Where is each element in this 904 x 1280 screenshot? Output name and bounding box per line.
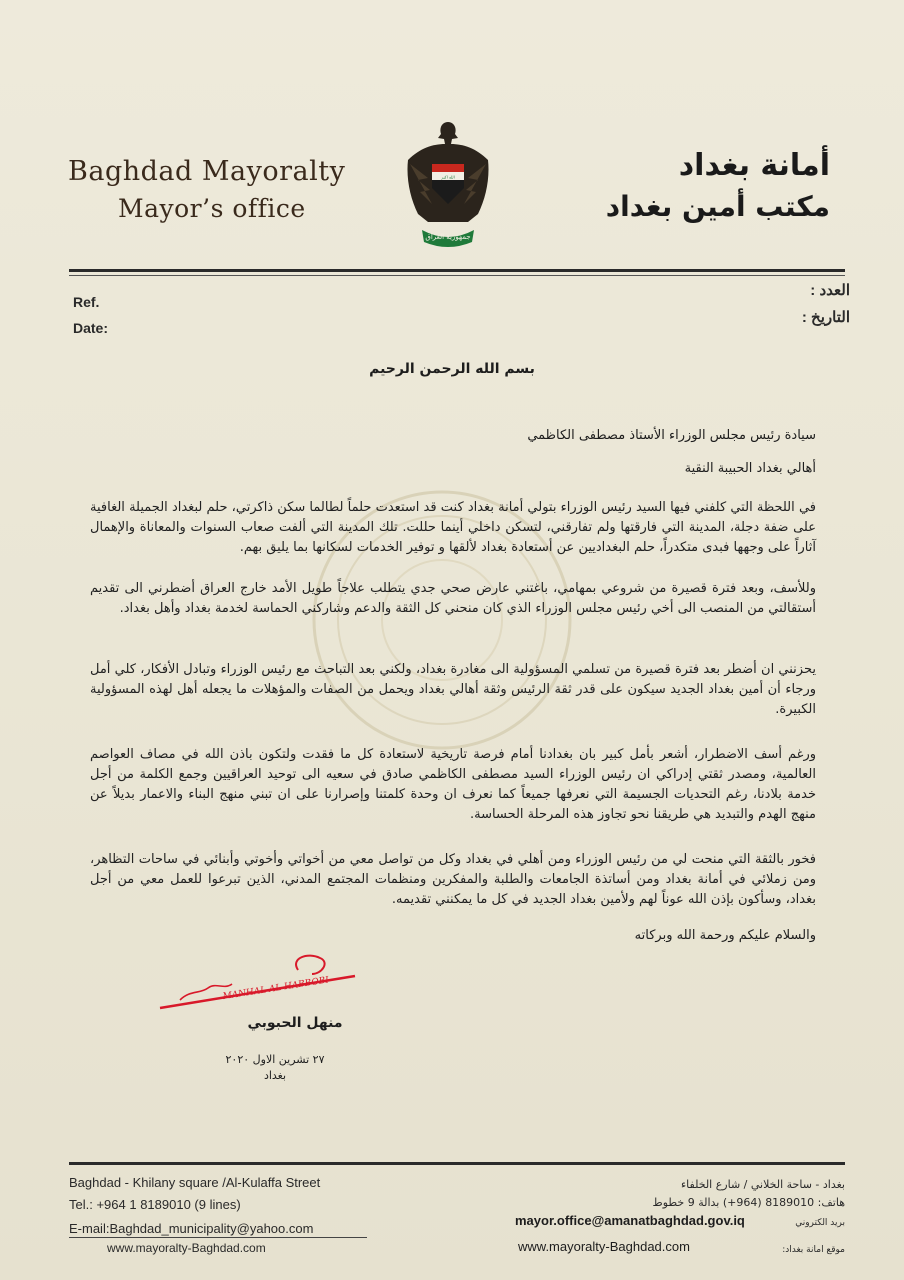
addressee: سيادة رئيس مجلس الوزراء الأستاذ مصطفى الكاظمي [527,428,816,443]
footer-rule [69,1162,845,1165]
footer-tel-en: Tel.: +964 1 8189010 (9 lines) [69,1197,241,1212]
basmala: بسم الله الرحمن الرحيم [369,361,535,377]
footer-email-label-ar: بريد الكتروني [795,1218,845,1228]
paragraph-5: فخور بالثقة التي منحت لي من رئيس الوزراء ومن أهلي في بغداد وكل من تواصل معي من أخواتي وأخوتي وأبنائي في ساحات التظاهر، ومن زملائي في أمانة بغداد ومن أساتذة الجامعات والطلبة والمفكرين ومنظمات المجتمع المدني، الذين تبرعوا للعمل معي من أجل بغداد، وسأكون بإذن الله عوناً لهم ولأمين بغداد الجديد في كل ما يمكنني تقديمه. [90,852,816,907]
header-ar-title: أمانة بغداد [678,148,830,183]
footer-tel-ar: هاتف: 8189010 (964+) بدالة 9 خطوط [652,1196,845,1209]
sign-date: ٢٧ تشرين الاول ٢٠٢٠ [225,1053,325,1066]
header-ar-subtitle: مكتب أمين بغداد [605,190,830,223]
footer-email-en[interactable]: E-mail:Baghdad_municipality@yahoo.com [69,1221,314,1236]
footer-web-ar[interactable]: www.mayoralty-Baghdad.com [518,1239,690,1254]
footer-email-ar[interactable]: mayor.office@amanatbaghdad.gov.iq [515,1213,745,1228]
paragraph-4: ورغم أسف الاضطرار، أشعر بأمل كبير بان بغدادنا أمام فرصة تاريخية لاستعادة كل ما فقدت ولتكون باذن الله في مصاف العواصم العالمية، ومصدر ثقتي إدراكي ان رئيس الوزراء السيد مصطفى الكاظمي صادق في سعيه الى توحيد العراقيين وجمع الكلمة من أجل خدمة بلادنا، رغم التحديات الجسيمة التي نعرفها جميعاً كما نعرف ان وحدة كلمتنا وإصرارنا على ان تبني منهج البناء والاعمار بديلاً عن منهج الهدم والتبديد هي طريقنا نحو تجاوز هذه المرحلة الحساسة. [90,747,816,822]
date-label-en: Date: [73,320,109,336]
footer-web-en[interactable]: www.mayoralty-Baghdad.com [107,1241,266,1255]
closing: والسلام عليكم ورحمة الله وبركاته [634,928,816,943]
paragraph-2: وللأسف، وبعد فترة قصيرة من شروعي بمهامي، باغتني عارض صحي جدي يتطلب علاجاً طويل الأمد خارج العراق أضطرني الى تقديم أستقالتي من المنصب الى أخي رئيس مجلس الوزراء الذي كان منحني كل الثقة والدعم وشاركني الحماسة لخدمة بغداد وأهل بغداد. [90,581,816,616]
ref-label-ar: العدد : [810,282,850,299]
header-rule-thin [69,275,845,276]
footer-address-en: Baghdad - Khilany square /Al-Kulaffa Street [69,1175,321,1190]
header-en-title: Baghdad Mayoralty [68,156,346,187]
paragraph-3: يحزنني ان أضطر بعد فترة قصيرة من تسلمي المسؤولية الى مغادرة بغداد، ولكني بعد التباحث مع رئيس الوزراء وتبادل الأفكار، كلي أمل ورجاء أن أمين بغداد الجديد سيكون على قدر ثقة الرئيس وثقة أهالي بغداد ويحمل من الصفات والمؤهلات ما يجعله أهل لهذه المسؤولية الكبيرة. [90,662,816,717]
signature-mark [150,950,370,1020]
date-label-ar: التاريخ : [801,309,850,326]
footer-address-ar: بغداد - ساحة الخلاني / شارع الخلفاء [680,1178,845,1191]
header-en-subtitle: Mayor’s office [118,194,306,223]
header-rule [69,269,845,272]
signature-script: MANHAL AL HABBOBI [222,975,330,1003]
footer-email-underline [69,1237,367,1238]
svg-text:الله اكبر: الله اكبر [441,174,455,180]
sign-place: بغداد [263,1069,287,1082]
emblem-label: جمهورية العراق [425,233,471,241]
greeting: أهالي بغداد الحبيبة النقية [684,461,816,476]
footer-web-label-ar: موقع امانة بغداد: [782,1245,845,1255]
signatory-name: منهل الحبوبي [247,1015,343,1031]
paragraph-1: في اللحظة التي كلفني فيها السيد رئيس الوزراء بتولي أمانة بغداد كنت قد استعدت حلماً لطالما سكن ذاكرتي، حلم لبغداد الجميلة الغافية على ضفة دجلة، المدينة التي فارقتها ولم تفارقني، لتسكن داخلي أينما حللت. تلك المدينة التي ألفت صعاب السنوات والمعاناة والإهمال آثاراً على وجهها فبدى متكدراً، حلم البغداديين عن أستعادة بغداد لألقها و توفير الخدمات لسكانها بما يليق بهم. [90,500,816,555]
ref-label-en: Ref. [73,294,100,310]
